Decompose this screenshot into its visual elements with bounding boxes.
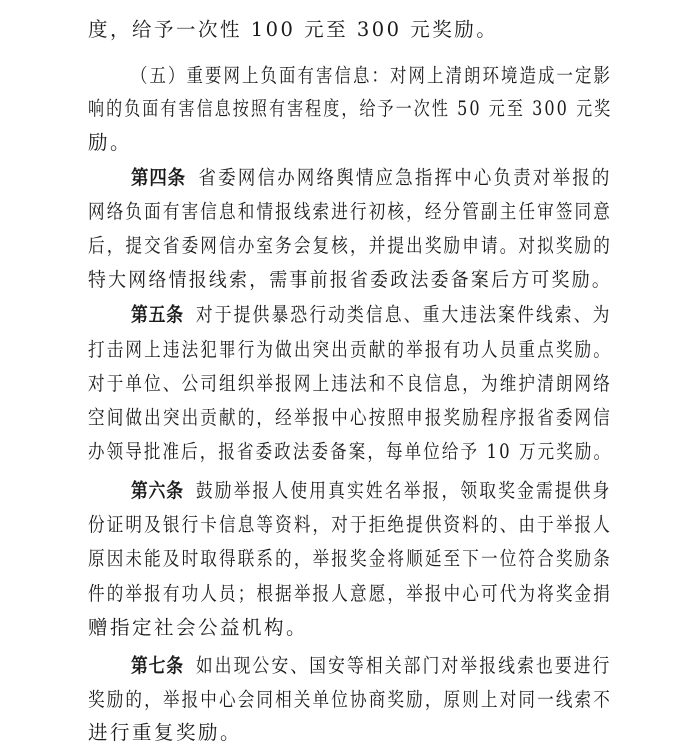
text-line: 省委网信办网络舆情应急指挥中心负责对举报的 (198, 166, 612, 189)
text-line: 进行重复奖励。 (88, 721, 243, 744)
article-4-label: 第四条 (131, 166, 187, 189)
text-line: 赠指定社会公益机构。 (88, 616, 309, 639)
text-line: 奖励的，举报中心会同相关单位协商奖励，原则上对同一线索不 (88, 688, 612, 711)
article-6-first-line (131, 479, 612, 503)
text-line: 对于单位、公司组织举报网上违法和不良信息，为维护清朗网络 (88, 372, 612, 395)
article-5-label: 第五条 (131, 303, 184, 326)
text-line: 原因未能及时取得联系的，举报奖金将顺延至下一位符合奖励条 (88, 547, 612, 570)
article-7-first-line (131, 654, 612, 678)
text-line: 励。 (88, 131, 133, 154)
text-line: 对于提供暴恐行动类信息、重大违法案件线索、为 (195, 303, 612, 326)
text-line: 打击网上违法犯罪行为做出突出贡献的举报有功人员重点奖励。 (88, 338, 612, 361)
text-line: 特大网络情报线索，需事前报省委政法委备案后方可奖励。 (88, 268, 613, 291)
text-line: 份证明及银行卡信息等资料，对于拒绝提供资料的、由于举报人 (88, 513, 612, 536)
text-line: 后，提交省委网信办室务会复核，并提出奖励申请。对拟奖励的 (88, 234, 612, 257)
text-line: 鼓励举报人使用真实姓名举报，领取奖金需提供身 (195, 479, 612, 502)
article-5-first-line (131, 303, 612, 327)
text-line: 网络负面有害信息和情报线索进行初核，经分管副主任审签同意 (88, 200, 612, 223)
text-line: 度，给予一次性 100 元至 300 元奖励。 (88, 18, 499, 41)
text-line: 件的举报有功人员；根据举报人意愿，举报中心可代为将奖金捐 (88, 582, 612, 605)
text-line: 如出现公安、国安等相关部门对举报线索也要进行 (195, 654, 612, 677)
text-line: 办领导批准后，报省委政法委备案，每单位给予 10 万元奖励。 (88, 440, 613, 463)
article-6-label: 第六条 (131, 479, 184, 502)
text-line: 空间做出突出贡献的，经举报中心按照申报奖励程序报省委网信 (88, 406, 612, 429)
text-line: （五）重要网上负面有害信息：对网上清朗环境造成一定影 (131, 64, 613, 87)
text-line: 响的负面有害信息按照有害程度，给予一次性 50 元至 300 元奖 (88, 97, 613, 120)
article-4-first-line (131, 166, 612, 190)
article-7-label: 第七条 (131, 654, 184, 677)
